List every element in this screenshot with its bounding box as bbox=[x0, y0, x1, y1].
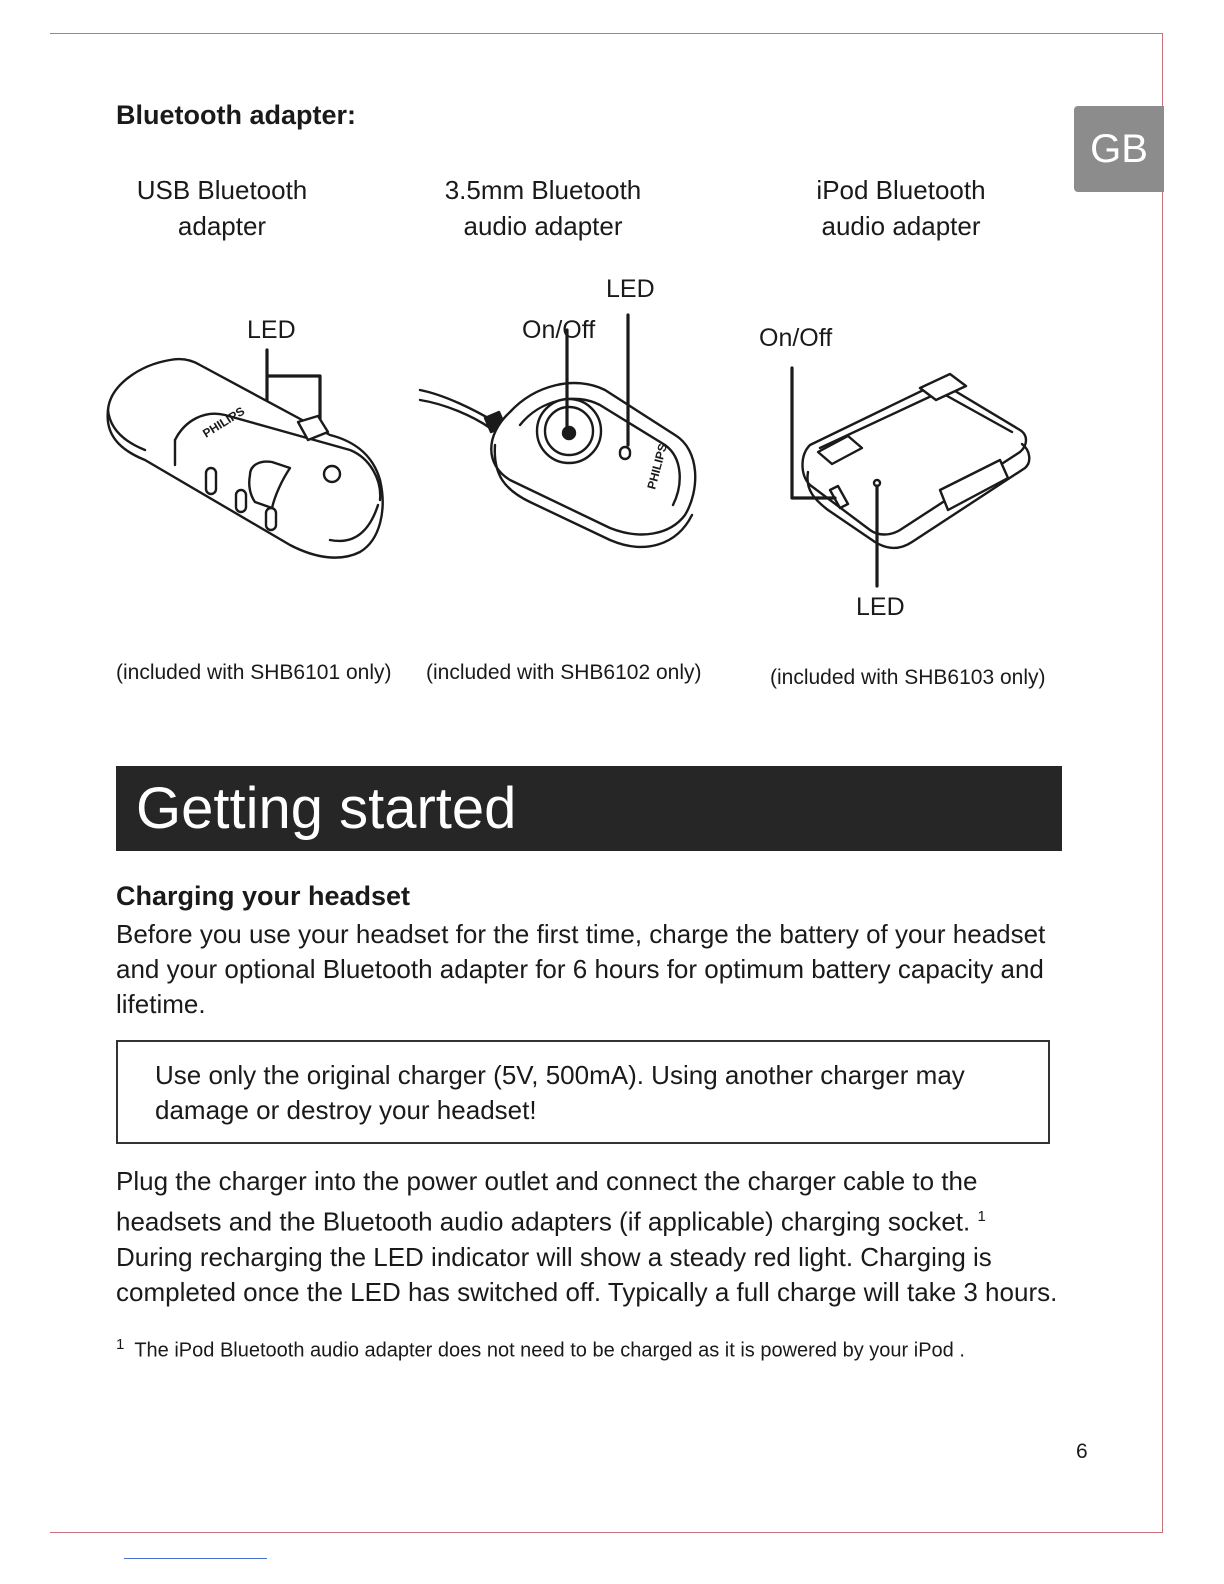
usb-brand-logo: PHILIPS bbox=[200, 403, 248, 441]
footnote-text: The iPod Bluetooth audio adapter does not need to be charged as it is powered by your iPod . bbox=[134, 1339, 965, 1362]
audio-adapter-title bbox=[383, 172, 703, 244]
usb-led-callout: LED bbox=[247, 316, 296, 344]
audio-adapter-title-line2: audio adapter bbox=[463, 211, 623, 241]
charging-body-part2: During recharging the LED indicator will show a steady red light. Charging is completed once the LED has switched off. Typically a full charge will take 3 hours. bbox=[116, 1241, 1058, 1307]
audio-onoff-callout: On/Off bbox=[522, 316, 596, 344]
charging-intro: Before you use your headset for the first time, charge the battery of your headset and your optional Bluetooth adapter for 6 hours for optimum battery capacity and lifetime. bbox=[116, 919, 1046, 1019]
usb-body-outline bbox=[108, 359, 383, 558]
usb-adapter-title bbox=[62, 172, 382, 244]
ipod-adapter-caption: (included with SHB6103 only) bbox=[770, 666, 1046, 689]
ipod-adapter-title-line1: iPod Bluetooth bbox=[816, 175, 986, 205]
getting-started-banner: Getting started bbox=[116, 766, 1062, 851]
usb-adapter-title-line2: adapter bbox=[177, 211, 267, 241]
top-border-rule bbox=[50, 33, 1163, 34]
usb-adapter-title-line1: USB Bluetooth bbox=[136, 175, 308, 205]
audio-brand-logo: PHILIPS bbox=[644, 442, 670, 491]
usb-adapter-caption: (included with SHB6101 only) bbox=[116, 661, 392, 684]
footnote-reference: 1 bbox=[977, 1208, 986, 1225]
audio-adapter-caption: (included with SHB6102 only) bbox=[426, 661, 702, 684]
power-button-icon bbox=[563, 427, 575, 439]
section-heading: Bluetooth adapter: bbox=[116, 100, 356, 130]
audio-cable bbox=[420, 390, 495, 422]
bottom-border-rule bbox=[50, 1532, 1163, 1533]
right-border-rule bbox=[1162, 33, 1163, 1533]
ipod-adapter-illustration bbox=[780, 360, 1040, 590]
charging-heading: Charging your headset bbox=[116, 881, 411, 911]
footnote-marker: 1 bbox=[116, 1336, 125, 1353]
audio-led-callout: LED bbox=[606, 275, 655, 303]
audio-adapter-illustration bbox=[415, 300, 715, 560]
charging-body bbox=[116, 1164, 1066, 1310]
audio-adapter-title-line1: 3.5mm Bluetooth bbox=[444, 175, 642, 205]
ipod-led-callout: LED bbox=[856, 593, 905, 621]
page-number: 6 bbox=[1076, 1440, 1088, 1463]
language-tab: GB bbox=[1074, 106, 1164, 192]
charger-warning-box bbox=[116, 1040, 1050, 1144]
usb-adapter-illustration bbox=[100, 340, 400, 570]
ipod-onoff-callout: On/Off bbox=[759, 324, 833, 352]
ipod-adapter-title-line2: audio adapter bbox=[821, 211, 981, 241]
charging-body-part1: Plug the charger into the power outlet and connect the charger cable to the headsets and the Bluetooth audio adapters (if applicable) charging socket. bbox=[116, 1166, 978, 1237]
bottom-accent-line bbox=[124, 1558, 267, 1559]
footnote bbox=[116, 1336, 965, 1363]
charger-warning-text: Use only the original charger (5V, 500mA). Using another charger may damage or destroy your headset! bbox=[155, 1060, 965, 1125]
ipod-adapter-title bbox=[741, 172, 1061, 244]
